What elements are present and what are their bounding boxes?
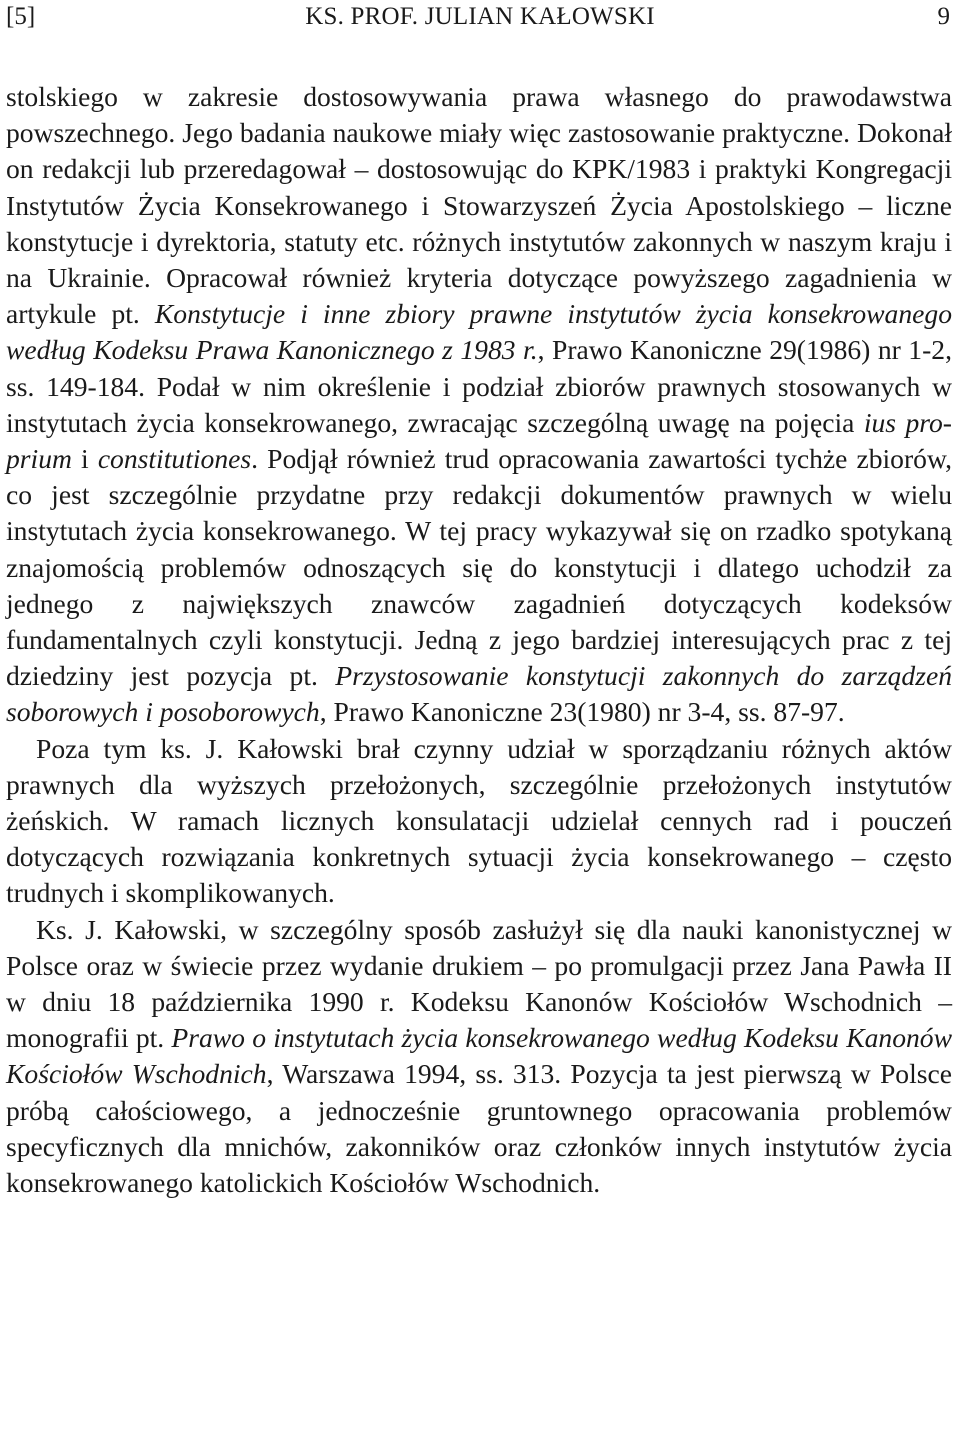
text-segment: , Prawo Kanoniczne 23(1980) nr 3-4, ss. 87-97.	[319, 696, 845, 728]
text-segment: , Warszawa 1994, ss. 313. Pozycja ta jest pierwszą w Polsce próbą całościowego, a jednocześnie gruntownego opracowania problemów specyficznych dla mnichów, zakonników oraz członków innych instytutów życia konsekrowanego katolickich Kościołów Wschodnich.	[6, 1058, 952, 1199]
paragraph	[6, 731, 952, 912]
body-text	[6, 79, 952, 1201]
text-segment: , Prawo Kanoniczne 29(1986) nr 1-2, ss. 149-184. Podał w nim określenie i podział zbiorów prawnych stosowanych w instytutach życia konsekrowanego, zwracając szczególną uwagę na pojęcia	[6, 334, 952, 438]
page-number: 9	[937, 3, 950, 30]
text-segment: i	[71, 443, 98, 475]
italic-text-segment: Konstytucje i inne zbiory prawne instytutów życia konsekrowanego według Kodeksu Prawa Kanonicznego z 1983 r.	[6, 298, 952, 366]
text-segment: Ks. J. Kałowski, w szczególny sposób zasłużył się dla nauki kanonistycznej w Polsce oraz w świecie przez wydanie drukiem – po promulgacji przez Jana Pawła II w dniu 18 października 1990 r. Kodeksu Kanonów Kościołów Wschodnich – monografii pt.	[6, 913, 952, 1054]
running-header	[6, 0, 954, 34]
text-segment: Poza tym ks. J. Kałowski brał czynny udział w sporządzaniu różnych aktów prawnych dla wyższych przełożonych, szczególnie przełożonych instytutów żeńskich. W ramach licznych konsulatacji udzielał cennych rad i pouczeń dotyczących rozwiązania konkretnych sytuacji życia konsekrowanego – często trudnych i skomplikowanych.	[6, 732, 952, 909]
italic-text-segment: ius proprium	[6, 406, 952, 475]
italic-text-segment: constitutiones	[97, 443, 252, 475]
paragraph	[6, 79, 952, 731]
paragraph	[6, 912, 952, 1202]
italic-text-segment: Prawo o instytutach życia konsekrowanego według Kodeksu Kanonów Kościołów Wschodnich	[6, 1022, 952, 1090]
text-segment: . Podjął również trud opracowania zawartości tychże zbiorów, co jest szczególnie przydatne przy redakcji dokumentów prawnych w wielu instytutach życia konsekrowanego. W tej pracy wykazywał się on rzadko spotykaną znajomością problemów odnoszących się do konstytucji i dlatego uchodził za jednego z największych znawców zagadnień dotyczących kodeksów fundamentalnych czyli konstytucji. Jedną z jego bardziej interesujących prac z tej dziedziny jest pozycja pt.	[6, 443, 952, 692]
section-marker: [5]	[6, 3, 36, 30]
text-segment: stolskiego w zakresie dostosowywania prawa własnego do prawodawstwa powszechnego. Jego badania naukowe miały więc zastosowanie praktyczne. Dokonał on redakcji lub przeredagował – dostosowując do KPK/1983 i praktyki Kongregacji Instytutów Życia Konsekrowanego i Stowarzyszeń Życia Apostolskiego – liczne konstytucje i dyrektoria, statuty etc. różnych instytutów zakonnych w naszym kraju i na Ukrainie. Opracował również kryteria dotyczące powyższego zagadnienia w artykule pt.	[6, 81, 952, 330]
italic-text-segment: Przystosowanie konstytucji zakonnych do zarządzeń soborowych i posoborowych	[6, 660, 952, 728]
running-title: KS. PROF. JULIAN KAŁOWSKI	[305, 3, 655, 30]
